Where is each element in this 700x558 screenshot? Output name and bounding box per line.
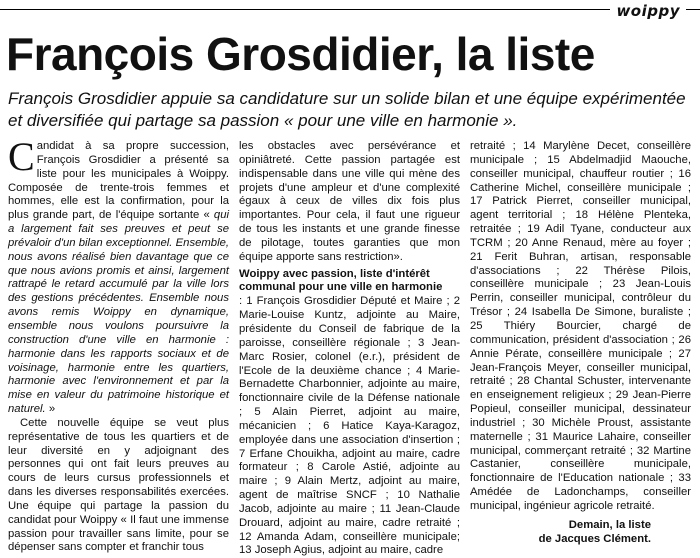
section-rubric <box>0 2 700 24</box>
column-2 <box>239 140 460 558</box>
candidate-list-continued: retraité ; 14 Marylène Decet, conseillère municipale ; 15 Abdelmadjid Maouche, conseiller municipal, chauffeur routier ; 16 Catherine Michel, conseillère municipale ; 17 Patrick Pierret, conseiller municipal, agent territorial ; 18 Hélène Plenteka, retraitée ; 19 Adil Tyane, conducteur aux TCRM ; 20 Anne Renaud, mère au foyer ; 21 Ferit Buhran, artisan, responsable d'associations ; 22 Thérèse Pilois, conseillère municipale ; 23 Jean-Louis Perrin, conseiller municipal, contrôleur du Trésor ; 24 Isabella De Simone, buraliste ; 25 Thiéry Bourcier, chargé de communication, président d'association ; 26 Annie Pérate, conseillère municipale ; 27 Jean-François Meyer, conseiller municipal, retraité ; 28 Chantal Schuster, intervenante en enseignement religieux ; 29 Jean-Pierre Popieul, conseiller municipal, dessinateur industriel ; 30 Michèle Proust, assistante maternelle ; 31 Maurice Lahaire, conseiller municipal, commerçant retraité ; 32 Martine Castanier, conseillère municipale, fonctionnaire de l'Education nationale ; 33 Amédée de Ladonchamps, conseiller municipal, ingénieur agricole retraité. <box>470 140 691 512</box>
standfirst: François Grosdidier appuie sa candidature sur un solide bilan et une équipe expérimentée et diversifiée qui partage sa passion « pour une ville en harmonie ». <box>8 89 686 130</box>
paragraph-text: andidat à sa propre succession, François Grosdidier a présenté sa liste pour les municipales à Woippy. Composée de trente-trois femmes et hommes, elle est la confirmation, pour la plus grande part, de l'équipe sortante « <box>8 140 229 222</box>
list-subhead: Woippy avec passion, liste d'intérêt communal pour une ville en harmonie <box>239 267 443 294</box>
column-1 <box>8 134 229 555</box>
headline: François Grosdidier, la liste <box>6 28 595 80</box>
signoff <box>470 519 691 547</box>
rubric-rule <box>0 9 700 10</box>
paragraph <box>8 134 229 417</box>
signoff-line: de Jacques Clément. <box>538 532 651 545</box>
column-3 <box>470 140 691 546</box>
section-tag: woippy <box>610 2 686 20</box>
candidate-list: : 1 François Grosdidier Député et Maire ; 2 Marie-Louise Kuntz, adjointe au Maire, présidente du Conseil de fabrique de la paroisse, conseillère régionale ; 3 Jean-Marc Rosier, colonel (e.r.), président de l'Ecole de la deuxième chance ; 4 Marie-Bernadette Charbonnier, adjointe au maire, fonctionnaire civile de la Défense nationale ; 5 Alain Pierret, adjoint au maire, mécanicien ; 6 Hatice Kaya-Karagoz, employée dans une association d'insertion ; 7 Erfane Chouikha, adjoint au maire, cadre formateur ; 8 Carole Astié, adjointe au maire ; 9 Alain Mertz, adjoint au maire, agent de maîtrise SNCF ; 10 Nathalie Jacob, adjointe au maire ; 11 Jean-Claude Drouard, adjoint au maire, cadre retraité ; 12 Amanda Adam, conseillère municipale; 13 Joseph Agius, adjoint au maire, cadre <box>239 295 460 557</box>
paragraph: les obstacles avec persévérance et opiniâtreté. Cette passion partagée est indispensable dans une ville qui mène des projets d'une ampleur et d'une complexité égaux à ceux de villes dix fois plus importantes. Pour cela, il faut une rigueur de tous les instants et une grande finesse de pilotage, toutes garanties que mon équipe apporte sans restriction». <box>239 140 460 263</box>
quote-close: » <box>45 403 56 416</box>
article-body <box>8 134 692 557</box>
quote-italic: qui a largement fait ses preuves et peut se prévaloir d'un bilan exceptionnel. Ensemble, nous avons réalisé bien davantage que ce que nous avions promis et ainsi, largement rattrapé le retard accumulé par la ville lors des gestions précédentes. Ensemble nous avons remis Woippy en dynamique, ensemble nous voulons poursuivre la construction d'une ville en harmonie : harmonie dans les rapports sociaux et de voisinage, harmonie entre les quartiers, harmonie avec l'environnement et par la mise en valeur du patrimoine historique et naturel. <box>8 209 229 416</box>
signoff-line: Demain, la liste <box>568 518 651 531</box>
paragraph: Cette nouvelle équipe se veut plus représentative de tous les quartiers et de leur diversité en y adjoignant des personnes qui ont fait leurs preuves au cours de leurs cursus professionnels et dans les diverses responsabilités exercées. Une équipe qui partage la passion du candidat pour Woippy « Il faut une immense passion pour travailler sans limite, pour se dépenser sans compter et franchir tous <box>8 416 229 554</box>
drop-cap: C <box>8 134 35 179</box>
